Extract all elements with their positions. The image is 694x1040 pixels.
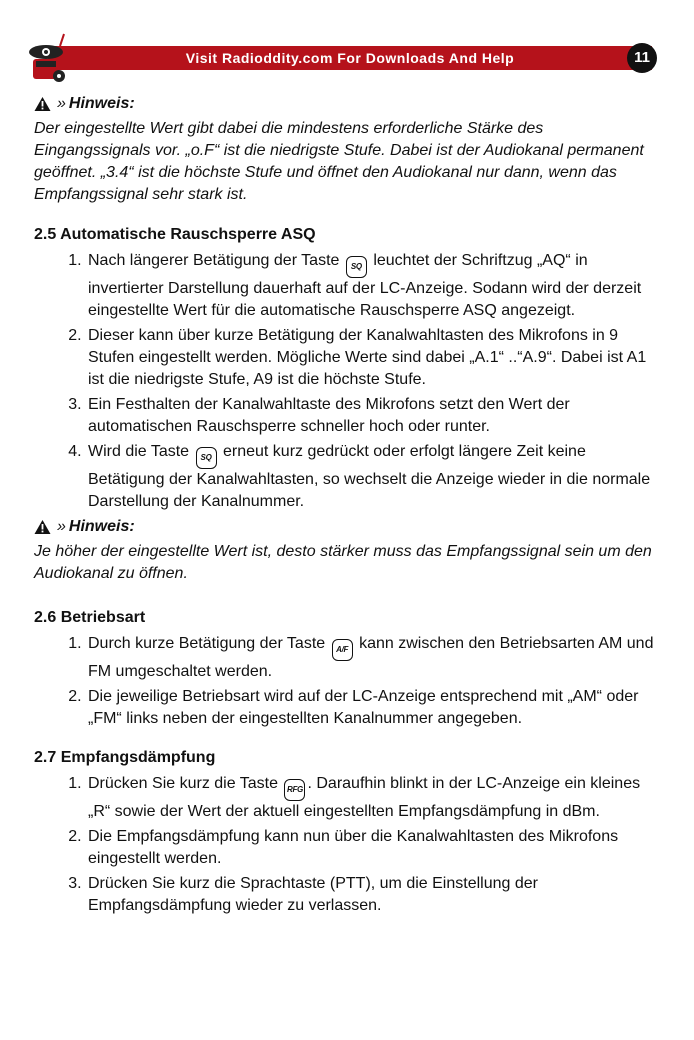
- list-item: 2. Dieser kann über kurze Betätigung der Kanalwahltasten des Mikrofons in 9 Stufen eingestellt werden. Mögliche Werte sind dabei „A.1“ ..“A.9“. Dabei ist A1 ist die niedrigste Stufe, A9 ist die höchste Stufe.: [86, 325, 664, 391]
- af-key-icon: A/F: [332, 639, 353, 661]
- section-heading: 2.5 Automatische Rauschsperre ASQ: [34, 226, 316, 243]
- warning-triangle-icon: [34, 519, 51, 535]
- list-item: [86, 773, 664, 823]
- list-item-text: kann zwischen den Betriebsarten AM und FM umgeschaltet werden.: [88, 635, 654, 680]
- note-title: Hinweis:: [68, 518, 135, 535]
- numbered-list: [34, 633, 664, 730]
- numbered-list: [34, 250, 664, 513]
- sq-key-icon: SQ: [196, 447, 217, 469]
- list-item: [86, 250, 664, 322]
- note-heading: [34, 516, 664, 538]
- note-heading: [34, 93, 664, 115]
- sq-key-icon: SQ: [346, 256, 367, 278]
- warning-triangle-icon: [34, 96, 51, 112]
- header-title: Visit Radioddity.com For Downloads And Help: [185, 50, 515, 66]
- list-item: 3. Ein Festhalten der Kanalwahltaste des Mikrofons setzt den Wert der automatischen Rauschsperre schneller hoch oder runter.: [86, 394, 664, 438]
- list-item: 2. Die jeweilige Betriebsart wird auf der LC-Anzeige entsprechend mit „AM“ oder „FM“ links neben der eingestellten Kanalnummer angegeben.: [86, 686, 664, 730]
- section-heading: 2.6 Betriebsart: [34, 609, 146, 626]
- section-heading: 2.7 Empfangsdämpfung: [34, 749, 216, 766]
- note-marker: »: [57, 518, 66, 535]
- list-item-text: . Daraufhin blinkt in der LC-Anzeige ein kleines „R“ sowie der Wert der aktuell eingestellten Empfangsdämpfung in dBm.: [88, 775, 641, 820]
- note-text: Je höher der eingestellte Wert ist, desto stärker muss das Empfangssignal sein um den Audiokanal zu öffnen.: [34, 543, 652, 582]
- list-item: 2. Die Empfangsdämpfung kann nun über die Kanalwahltasten des Mikrofons eingestellt werden.: [86, 826, 664, 870]
- numbered-list: [34, 773, 664, 917]
- list-item-text: Drücken Sie kurz die Taste: [88, 775, 279, 792]
- list-item-text: Durch kurze Betätigung der Taste: [88, 635, 326, 652]
- page-content: [34, 93, 664, 920]
- radioddity-logo-icon: [24, 32, 76, 84]
- page-number: 11: [627, 43, 657, 73]
- list-item-text: Wird die Taste: [88, 443, 190, 460]
- list-item: 3. Drücken Sie kurz die Sprachtaste (PTT), um die Einstellung der Empfangsdämpfung wieder zu verlassen.: [86, 873, 664, 917]
- list-item-text: erneut kurz gedrückt oder erfolgt längere Zeit keine Betätigung der Kanalwahltasten, so wechselt die Anzeige wieder in die normale Darstellung der Kanalnummer.: [88, 443, 651, 510]
- list-item: [86, 441, 664, 513]
- note-text: Der eingestellte Wert gibt dabei die mindestens erforderliche Stärke des Eingangssignals vor. „o.F“ ist die niedrigste Stufe. Dabei ist der Audiokanal permanent geöffnet. „3.4“ ist die höchste Stufe und öffnet den Audiokanal nur dann, wenn das Empfangssignal sehr stark ist.: [34, 120, 644, 203]
- list-item-text: Nach längerer Betätigung der Taste: [88, 252, 340, 269]
- list-item: [86, 633, 664, 683]
- page-header: [0, 28, 694, 88]
- note-title: Hinweis:: [68, 95, 135, 112]
- rfg-key-icon: RFG: [284, 779, 305, 801]
- list-item-text: leuchtet der Schriftzug „AQ“ in invertierter Darstellung dauerhaft auf der LC-Anzeige. Sodann wird der derzeit eingestellte Wert für die automatische Rauschsperre ASQ angezeigt.: [88, 252, 642, 319]
- note-marker: »: [57, 95, 66, 112]
